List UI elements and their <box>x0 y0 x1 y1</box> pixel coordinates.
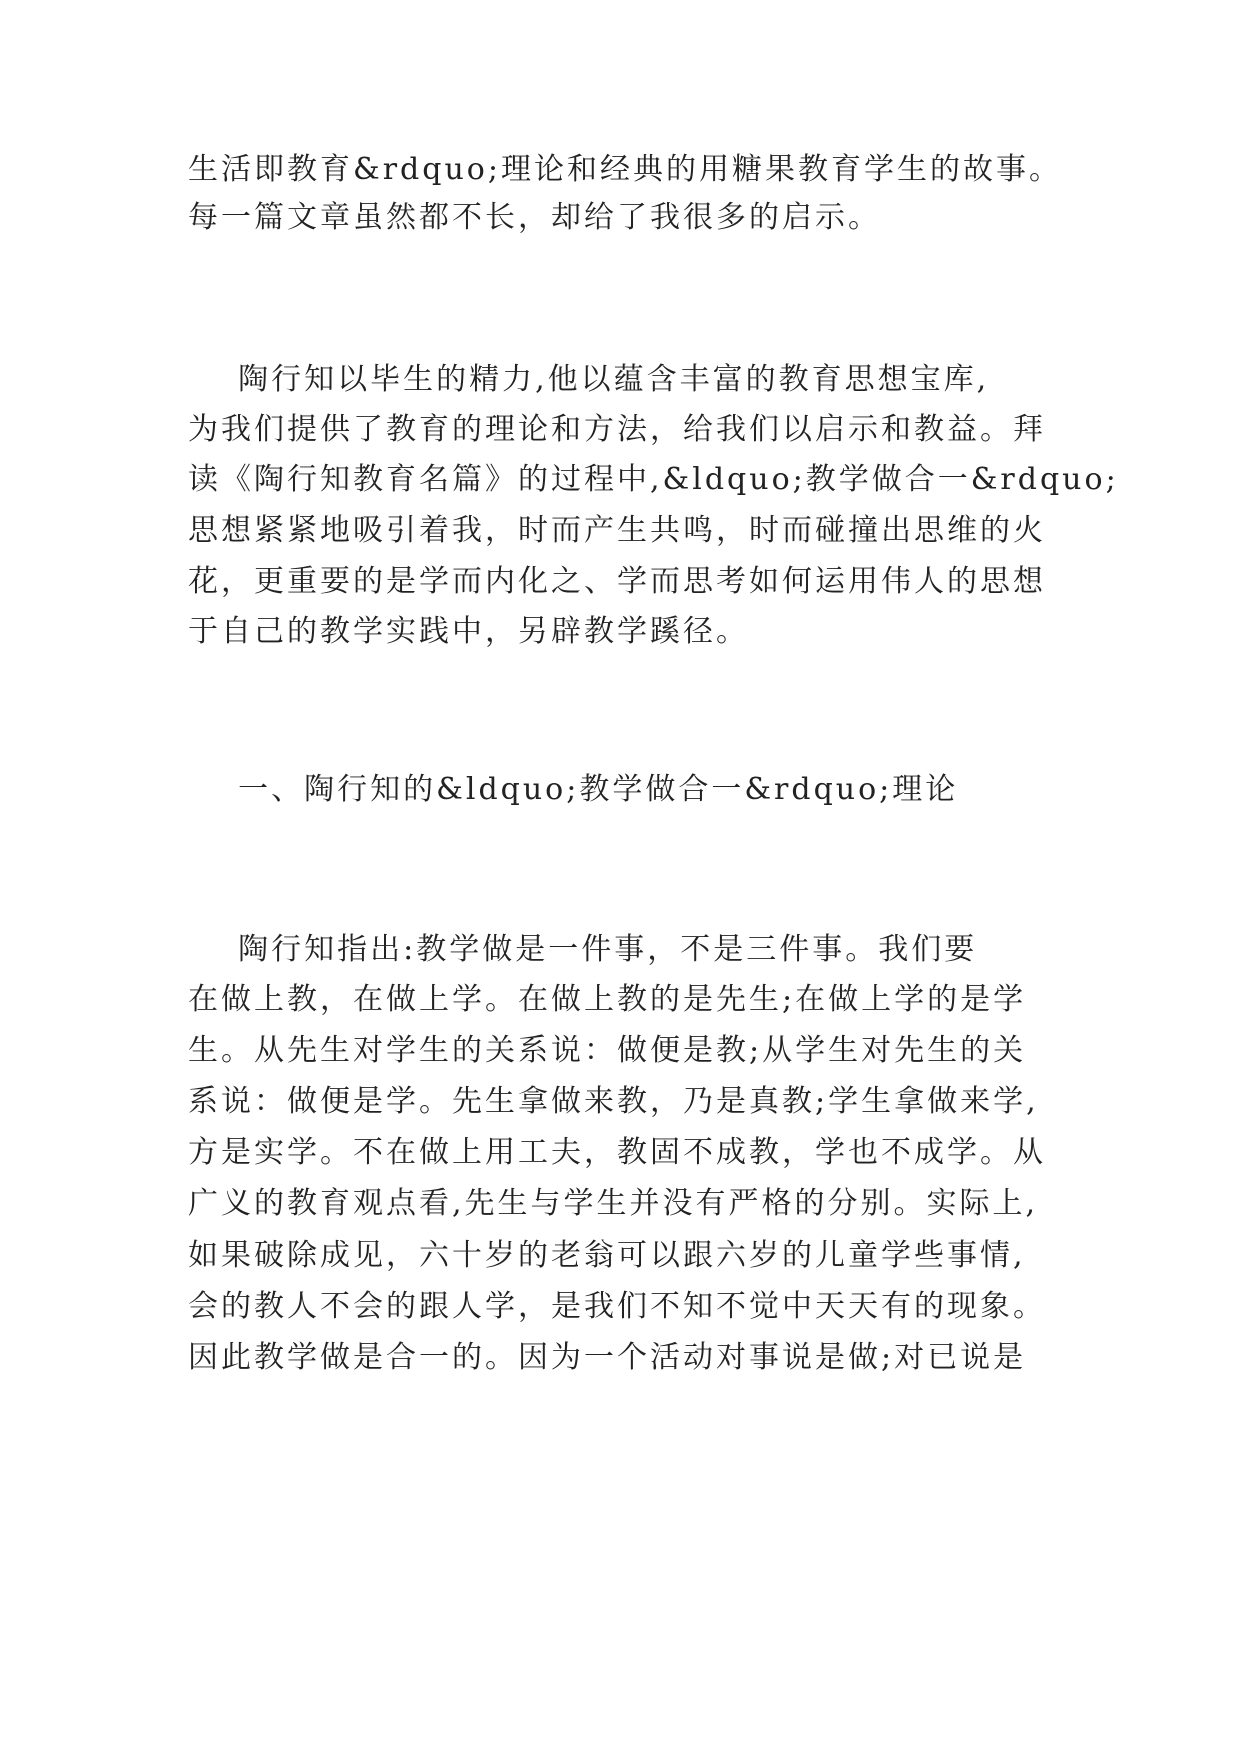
section-heading: 一、陶行知的&ldquo;教学做合一&rdquo;理论 <box>188 772 959 807</box>
paragraph-3-line-5: 方是实学。不在做上用工夫，教固不成教，学也不成学。从 <box>188 1135 1046 1170</box>
paragraph-2-line-2: 为我们提供了教育的理论和方法，给我们以启示和教益。拜 <box>188 412 1046 447</box>
paragraph-2-line-4: 思想紧紧地吸引着我，时而产生共鸣，时而碰撞出思维的火 <box>188 513 1046 548</box>
paragraph-3-line-1: 陶行知指出:教学做是一件事，不是三件事。我们要 <box>188 932 978 967</box>
paragraph-2-line-3: 读《陶行知教育名篇》的过程中,&ldquo;教学做合一&rdquo; <box>188 462 1119 497</box>
paragraph-3-line-6: 广义的教育观点看,先生与学生并没有严格的分别。实际上, <box>188 1186 1039 1221</box>
paragraph-3-line-7: 如果破除成见，六十岁的老翁可以跟六岁的儿童学些事情, <box>188 1238 1026 1273</box>
paragraph-2-line-5: 花，更重要的是学而内化之、学而思考如何运用伟人的思想 <box>188 564 1046 599</box>
paragraph-3-line-8: 会的教人不会的跟人学，是我们不知不觉中天天有的现象。 <box>188 1289 1046 1324</box>
paragraph-1-line-1: 生活即教育&rdquo;理论和经典的用糖果教育学生的故事。 <box>188 152 1062 187</box>
paragraph-2-line-1: 陶行知以毕生的精力,他以蕴含丰富的教育思想宝库, <box>188 362 990 397</box>
paragraph-3-line-3: 生。从先生对学生的关系说：做便是教;从学生对先生的关 <box>188 1033 1027 1068</box>
paragraph-3-line-9: 因此教学做是合一的。因为一个活动对事说是做;对已说是 <box>188 1340 1027 1375</box>
paragraph-3-line-4: 系说：做便是学。先生拿做来教，乃是真教;学生拿做来学, <box>188 1084 1039 1119</box>
paragraph-2-line-6: 于自己的教学实践中，另辟教学蹊径。 <box>188 614 749 649</box>
paragraph-3-line-2: 在做上教，在做上学。在做上教的是先生;在做上学的是学 <box>188 982 1027 1017</box>
paragraph-1-line-2: 每一篇文章虽然都不长，却给了我很多的启示。 <box>188 200 881 235</box>
